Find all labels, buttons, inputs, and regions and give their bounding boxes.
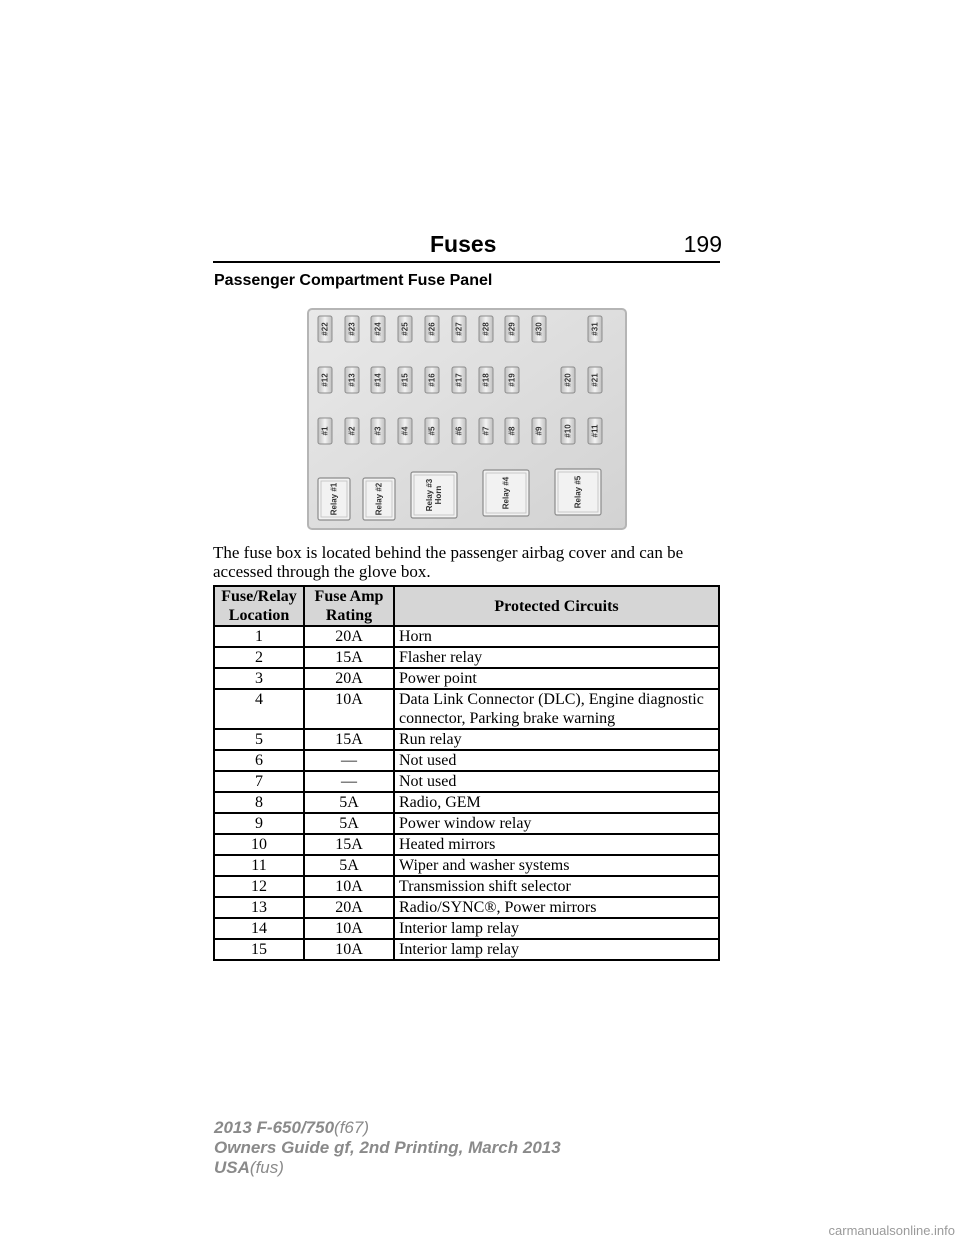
cell-circuit: Not used	[394, 771, 719, 792]
table-row	[214, 918, 719, 939]
cell-circuit: Run relay	[394, 729, 719, 750]
cell-location: 3	[214, 668, 304, 689]
page-section-title: Fuses	[430, 231, 497, 257]
cell-rating: 10A	[304, 876, 394, 897]
fuse-label: #26	[427, 322, 437, 336]
cell-rating: 10A	[304, 939, 394, 960]
fuse-bottom	[371, 418, 385, 444]
fuse-label: #7	[481, 426, 491, 436]
intro-paragraph: The fuse box is located behind the passenger airbag cover and can be accessed through the glove box.	[213, 543, 684, 581]
cell-rating: 5A	[304, 855, 394, 876]
cell-location: 8	[214, 792, 304, 813]
cell-rating: 10A	[304, 918, 394, 939]
cell-circuit: Interior lamp relay	[394, 939, 719, 960]
relay-label: Relay #3	[425, 478, 434, 512]
fuse-top	[479, 316, 493, 342]
cell-rating: 5A	[304, 792, 394, 813]
fuse-label: #21	[590, 373, 600, 387]
cell-rating: 10A	[304, 689, 394, 729]
header-divider	[213, 261, 720, 263]
footer-region: USA	[214, 1158, 250, 1177]
fuse-label: #30	[534, 322, 544, 336]
fuse-top	[452, 316, 466, 342]
cell-location: 6	[214, 750, 304, 771]
table-row	[214, 834, 719, 855]
fuse-bottom	[479, 418, 493, 444]
cell-location: 15	[214, 939, 304, 960]
cell-rating: 20A	[304, 626, 394, 647]
fuse-label: #27	[454, 322, 464, 336]
relay-3-horn	[411, 472, 457, 518]
cell-circuit: Wiper and washer systems	[394, 855, 719, 876]
fuse-bottom	[588, 418, 602, 444]
fuse-label: #16	[427, 373, 437, 387]
fuse-label: #22	[320, 322, 330, 336]
fuse-label: #2	[347, 426, 357, 436]
cell-rating: —	[304, 771, 394, 792]
relay-label: Relay #1	[329, 482, 339, 516]
fuse-bottom	[532, 418, 546, 444]
fuse-top	[505, 316, 519, 342]
fuse-middle	[452, 367, 466, 393]
fuse-middle	[588, 367, 602, 393]
fuse-panel-diagram	[307, 308, 627, 530]
relay-4	[483, 470, 529, 516]
fuse-bottom	[345, 418, 359, 444]
cell-circuit: Data Link Connector (DLC), Engine diagnostic connector, Parking brake warning	[394, 689, 719, 729]
header-rating-line2: Rating	[325, 607, 373, 624]
fuse-label: #29	[507, 322, 517, 336]
cell-location: 5	[214, 729, 304, 750]
table-row	[214, 668, 719, 689]
fuse-label: #10	[563, 424, 573, 438]
relay-5	[555, 469, 601, 515]
header-circuits: Protected Circuits	[394, 586, 719, 626]
fuse-label: #14	[373, 373, 383, 387]
fuse-bottom	[452, 418, 466, 444]
cell-circuit: Radio/SYNC®, Power mirrors	[394, 897, 719, 918]
fuse-bottom	[505, 418, 519, 444]
cell-circuit: Power point	[394, 668, 719, 689]
fuse-top	[398, 316, 412, 342]
cell-circuit: Transmission shift selector	[394, 876, 719, 897]
cell-circuit: Heated mirrors	[394, 834, 719, 855]
fuse-bottom	[318, 418, 332, 444]
fuse-top	[425, 316, 439, 342]
fuse-top	[318, 316, 332, 342]
footer-line-region	[214, 1158, 714, 1178]
cell-circuit: Not used	[394, 750, 719, 771]
header-location-line1: Fuse/Relay	[221, 588, 297, 605]
fuse-bottom	[425, 418, 439, 444]
relay-2	[363, 478, 395, 520]
footer-model: 2013 F-650/750	[214, 1118, 335, 1137]
table-row	[214, 750, 719, 771]
fuse-label: #19	[507, 373, 517, 387]
footer-model-code: (f67)	[334, 1118, 370, 1137]
fuse-label: #4	[400, 426, 410, 436]
cell-location: 14	[214, 918, 304, 939]
fuse-top	[371, 316, 385, 342]
fuse-bottom	[398, 418, 412, 444]
cell-location: 10	[214, 834, 304, 855]
fuse-label: #11	[590, 424, 600, 438]
header-rating	[304, 586, 394, 626]
fuse-middle	[561, 367, 575, 393]
fuse-label: #12	[320, 373, 330, 387]
cell-circuit: Interior lamp relay	[394, 918, 719, 939]
cell-circuit: Flasher relay	[394, 647, 719, 668]
cell-rating: 20A	[304, 897, 394, 918]
table-row	[214, 939, 719, 960]
fuse-label: #28	[481, 322, 491, 336]
fuse-label: #15	[400, 373, 410, 387]
fuse-top	[588, 316, 602, 342]
table-row	[214, 689, 719, 729]
cell-location: 2	[214, 647, 304, 668]
footer-region-code: (fus)	[249, 1158, 284, 1177]
relay-label: Relay #4	[501, 476, 511, 510]
fuse-label: #9	[534, 426, 544, 436]
cell-location: 4	[214, 689, 304, 729]
relay-label: Horn	[434, 485, 443, 505]
table-row	[214, 876, 719, 897]
fuse-label: #5	[427, 426, 437, 436]
table-row	[214, 647, 719, 668]
fuse-middle	[345, 367, 359, 393]
section-heading: Passenger Compartment Fuse Panel	[214, 272, 493, 289]
cell-location: 13	[214, 897, 304, 918]
header-location	[214, 586, 304, 626]
fuse-label: #18	[481, 373, 491, 387]
table-row	[214, 897, 719, 918]
table-row	[214, 792, 719, 813]
table-row	[214, 771, 719, 792]
fuse-top	[532, 316, 546, 342]
cell-location: 1	[214, 626, 304, 647]
relay-label: Relay #2	[374, 482, 384, 516]
cell-location: 9	[214, 813, 304, 834]
document-footer	[214, 1118, 714, 1178]
fuse-label: #13	[347, 373, 357, 387]
cell-circuit: Horn	[394, 626, 719, 647]
fuse-middle	[318, 367, 332, 393]
cell-location: 7	[214, 771, 304, 792]
table-header-row	[214, 586, 719, 626]
cell-rating: 15A	[304, 647, 394, 668]
fuse-label: #8	[507, 426, 517, 436]
relay-1	[318, 478, 350, 520]
page-number: 199	[683, 231, 722, 257]
fuse-middle	[398, 367, 412, 393]
header-location-line2: Location	[228, 607, 290, 624]
fuse-label: #24	[373, 322, 383, 336]
fuse-label: #1	[320, 426, 330, 436]
watermark: carmanualsonline.info	[828, 1223, 955, 1238]
table-row	[214, 813, 719, 834]
fuse-top	[345, 316, 359, 342]
cell-rating: 15A	[304, 834, 394, 855]
fuse-label: #20	[563, 373, 573, 387]
fuse-bottom	[561, 418, 575, 444]
cell-circuit: Power window relay	[394, 813, 719, 834]
fuse-middle	[371, 367, 385, 393]
header-rating-line1: Fuse Amp	[314, 588, 384, 605]
fuse-label: #31	[590, 322, 600, 336]
relay-label: Relay #5	[573, 475, 583, 509]
cell-rating: 20A	[304, 668, 394, 689]
footer-guide: Owners Guide gf, 2nd Printing, March 2013	[214, 1138, 561, 1157]
cell-rating: —	[304, 750, 394, 771]
fuse-table	[213, 585, 720, 961]
cell-rating: 15A	[304, 729, 394, 750]
fuse-middle	[505, 367, 519, 393]
fuse-middle	[479, 367, 493, 393]
fuse-label: #3	[373, 426, 383, 436]
table-row	[214, 729, 719, 750]
table-row	[214, 855, 719, 876]
cell-circuit: Radio, GEM	[394, 792, 719, 813]
fuse-label: #17	[454, 373, 464, 387]
fuse-label: #23	[347, 322, 357, 336]
cell-rating: 5A	[304, 813, 394, 834]
cell-location: 11	[214, 855, 304, 876]
table-row	[214, 626, 719, 647]
fuse-middle	[425, 367, 439, 393]
fuse-label: #6	[454, 426, 464, 436]
fuse-label: #25	[400, 322, 410, 336]
footer-line-model	[214, 1118, 714, 1138]
cell-location: 12	[214, 876, 304, 897]
